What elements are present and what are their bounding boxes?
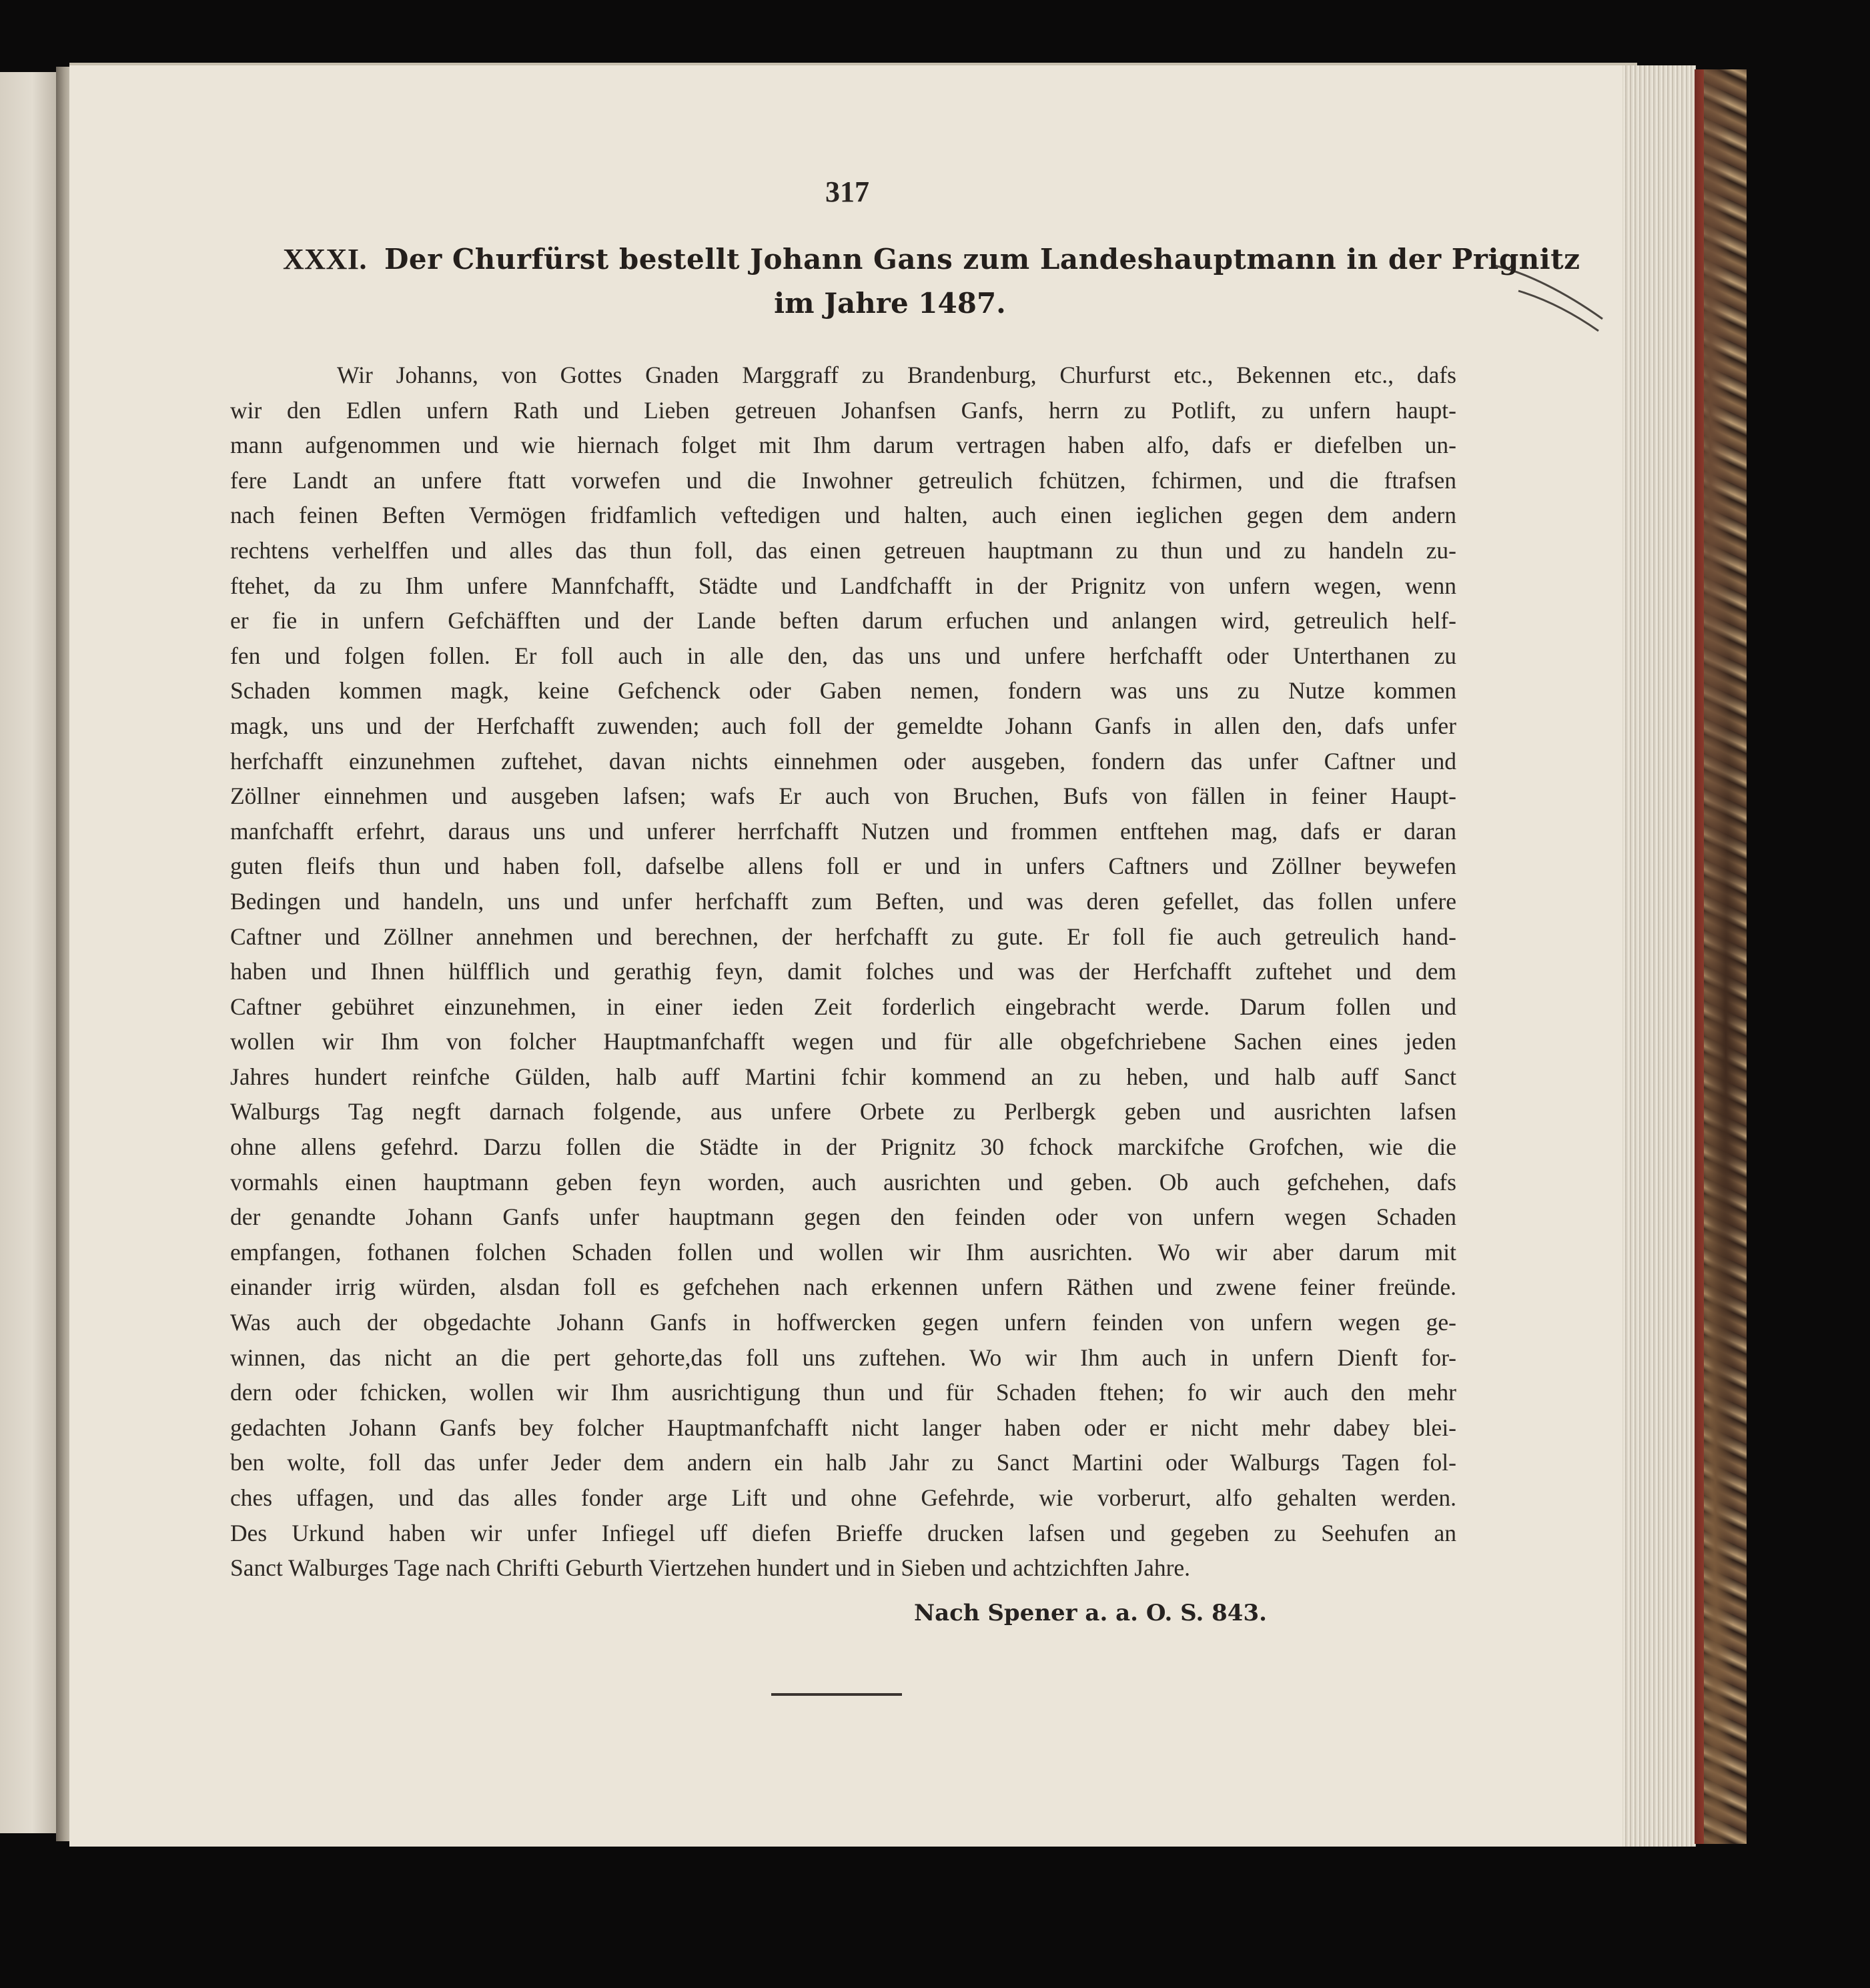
body-line: Walburgs Tag negft darnach folgende, aus unfere Orbete zu Perlbergk geben und ausrichten lafsen <box>230 1098 1456 1125</box>
body-line: nach feinen Beften Vermögen fridfamlich veftedigen und halten, auch einen ieglichen gegen dem andern <box>230 502 1456 529</box>
body-line: vormahls einen hauptmann geben feyn worden, auch ausrichten und geben. Ob auch gefchehen, dafs <box>230 1168 1456 1195</box>
source-citation: Nach Spener a. a. O. S. 843. <box>914 1600 1267 1626</box>
body-line: Schaden kommen magk, keine Gefchenck oder Gaben nemen, fondern was uns zu Nutze kommen <box>230 677 1456 704</box>
body-line: Was auch der obgedachte Johann Ganfs in hoffwercken gegen unfern feinden von unfern wegen ge- <box>230 1309 1456 1336</box>
body-line: ftehet, da zu Ihm unfere Mannfchafft, Städte und Landfchafft in der Prignitz von unfern wegen, wenn <box>230 572 1456 599</box>
body-line: fen und folgen follen. Er foll auch in alle den, das uns und unfere herfchafft oder Unterthanen zu <box>230 642 1456 669</box>
document-heading <box>283 237 1580 326</box>
body-line: er fie in unfern Gefchäfften und der Lande beften darum erfuchen und anlangen wird, getreulich helf- <box>230 607 1456 634</box>
body-line: einander irrig würden, alsdan foll es gefchehen nach erkennen unfern Räthen und zwene feiner freünde. <box>230 1274 1456 1301</box>
body-line: gedachten Johann Ganfs bey folcher Hauptmanfchafft nicht langer haben oder er nicht mehr dabey blei- <box>230 1414 1456 1441</box>
body-line: wollen wir Ihm von folcher Hauptmanfchafft wegen und für alle obgefchriebene Sachen eines jeden <box>230 1028 1456 1055</box>
leather-rim <box>1695 69 1704 1844</box>
heading-line-2: im Jahre 1487. <box>774 287 1006 320</box>
body-line: Sanct Walburges Tage nach Chrifti Geburth Viertzehen hundert und in Sieben und achtzichften Jahre. <box>230 1554 1191 1582</box>
body-line: Bedingen und handeln, uns und unfer herfchafft zum Beften, und was deren gefellet, das follen unfere <box>230 887 1456 915</box>
body-line: Wir Johanns, von Gottes Gnaden Marggraff zu Brandenburg, Churfurst etc., Bekennen etc., dafs <box>337 362 1456 388</box>
page-block-edge <box>1622 65 1696 1847</box>
body-line: der genandte Johann Ganfs unfer hauptmann gegen den feinden oder von unfern wegen Schaden <box>230 1203 1456 1231</box>
body-line: Jahres hundert reinfche Gülden, halb auff Martini fchir kommend an zu heben, und halb auff Sanct <box>230 1063 1456 1090</box>
heading-title: Der Churfürst bestellt Johann Gans zum Landeshauptmann in der Prignitz <box>384 243 1580 276</box>
body-line: mann aufgenommen und wie hiernach folget mit Ihm darum vertragen haben alfo, dafs er diefelben un- <box>230 432 1456 459</box>
body-line: ches uffagen, und das alles fonder arge Lift und ohne Gefehrde, wie vorberurt, alfo gehalten werden. <box>230 1484 1456 1511</box>
body-line: guten fleifs thun und haben foll, dafselbe allens foll er und in unfers Caftners und Zöllner beywefen <box>230 853 1456 880</box>
body-line: dern oder fchicken, wollen wir Ihm ausrichtigung thun und für Schaden ftehen; fo wir auch den mehr <box>230 1379 1456 1406</box>
document-body <box>230 358 1456 1586</box>
body-line: ben wolte, foll das unfer Jeder dem andern ein halb Jahr zu Sanct Martini oder Walburgs Tagen fol- <box>230 1449 1456 1476</box>
body-line: winnen, das nicht an die pert gehorte,das foll uns zuftehen. Wo wir Ihm auch in unfern Dienft for- <box>230 1344 1456 1371</box>
body-line: wir den Edlen unfern Rath und Lieben getreuen Johanfsen Ganfs, herrn zu Potlift, zu unfern haupt- <box>230 396 1456 424</box>
closing-rule <box>771 1693 902 1696</box>
body-line: Des Urkund haben wir unfer Infiegel uff diefen Brieffe drucken lafsen und gegeben zu Seehufen an <box>230 1519 1456 1546</box>
body-line: Caftner und Zöllner annehmen und berechnen, der herfchafft zu gute. Er foll fie auch getreulich hand- <box>230 923 1456 950</box>
body-line: fere Landt an unfere ftatt vorwefen und die Inwohner getreulich fchützen, fchirmen, und die ftrafsen <box>230 466 1456 494</box>
body-line: Caftner gebühret einzunehmen, in einer ieden Zeit forderlich eingebracht werde. Darum follen und <box>230 993 1456 1020</box>
body-line: rechtens verhelffen und alles das thun foll, das einen getreuen hauptmann zu thun und zu handeln zu- <box>230 536 1456 564</box>
body-line: herfchafft einzunehmen zuftehet, davan nichts einnehmen oder ausgeben, fondern das unfer Caftner und <box>230 747 1456 775</box>
body-line: magk, uns und der Herfchafft zuwenden; auch foll der gemeldte Johann Ganfs in allen den, dafs unfer <box>230 712 1456 739</box>
body-line: haben und Ihnen hülfflich und gerathig feyn, damit folches und was der Herfchafft zuftehet und dem <box>230 958 1456 985</box>
facing-page-edge <box>0 72 59 1833</box>
heading-number: XXXI. <box>283 243 367 276</box>
body-line: empfangen, fothanen folchen Schaden follen und wollen wir Ihm ausrichten. Wo wir aber darum mit <box>230 1238 1456 1266</box>
page-number: 317 <box>825 175 869 208</box>
body-line: Zöllner einnehmen und ausgeben lafsen; wafs Er auch von Bruchen, Bufs von fällen in feiner Haupt- <box>230 783 1456 810</box>
body-line: ohne allens gefehrd. Darzu follen die Städte in der Prignitz 30 fchock marckifche Grofchen, wie die <box>230 1133 1456 1161</box>
body-line: manfchafft erfehrt, daraus uns und unferer herrfchafft Nutzen und frommen entftehen mag, dafs er daran <box>230 817 1456 845</box>
heading-line-1 <box>283 237 1580 282</box>
